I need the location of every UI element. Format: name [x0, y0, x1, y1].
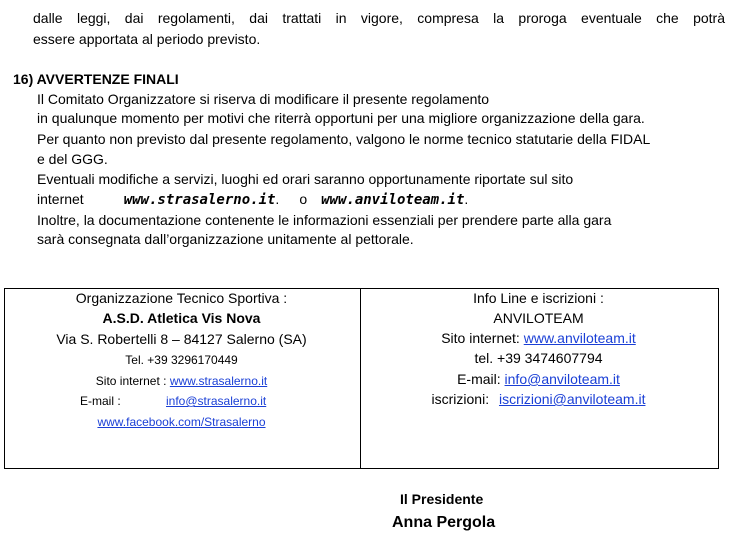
section-paragraph-line: Inoltre, la documentazione contenente le informazioni essenziali per prendere parte alla gara [37, 212, 612, 228]
president-name: Anna Pergola [392, 514, 496, 531]
or-word: o [299, 191, 308, 207]
email-link-text[interactable]: info@strasalerno.it [166, 394, 267, 408]
info-line-org: ANVILOTEAM [493, 310, 584, 326]
section-paragraph-line: Eventuali modifiche a servizi, luoghi ed orari saranno opportunamente riportate sul sito [37, 171, 574, 187]
anviloteam-url[interactable]: www.anviloteam.it [321, 192, 465, 208]
intro-line-2: essere apportata al periodo previsto. [33, 31, 261, 47]
section-paragraph-line: Il Comitato Organizzatore si riserva di modificare il presente regolamento [37, 91, 490, 107]
registration-label: iscrizioni: [431, 391, 490, 407]
organization-address: Via S. Robertelli 8 – 84127 Salerno (SA) [56, 331, 307, 347]
president-label: Il Presidente [400, 491, 484, 507]
section-paragraph-line: e del GGG. [37, 151, 108, 167]
info-line-email-row [360, 371, 717, 387]
section-paragraph-line: sarà consegnata dall’organizzazione unitamente al pettorale. [37, 231, 414, 247]
info-line-registration-row [360, 391, 717, 407]
intro-line-1: dalle leggi, dai regolamenti, dai trattati in vigore, compresa la proroga eventuale che potrà [33, 10, 725, 26]
organization-email-label: E-mail : [80, 394, 121, 408]
website-line-prefix: internet [37, 191, 84, 207]
section-heading: 16) AVVERTENZE FINALI [13, 71, 179, 87]
organization-phone: Tel. +39 3296170449 [125, 353, 238, 367]
organization-title: Organizzazione Tecnico Sportiva : [75, 290, 288, 306]
organization-site-row [4, 374, 359, 388]
section-website-line [37, 190, 468, 209]
info-phone-text: tel. +39 3474607794 [474, 350, 603, 366]
facebook-link[interactable]: www.facebook.com/Strasalerno [97, 415, 266, 429]
info-line-phone [360, 350, 717, 366]
info-email-link[interactable]: info@anviloteam.it [504, 371, 620, 387]
strasalerno-site-link[interactable]: www.strasalerno.it [169, 374, 268, 388]
strasalerno-url[interactable]: www.strasalerno.it [123, 192, 276, 208]
info-site-label: Sito internet: [441, 330, 520, 346]
url-end-dot: . [464, 191, 469, 207]
site-label: Sito internet : [95, 374, 167, 388]
organization-facebook-row[interactable] [4, 415, 359, 429]
url-separator: . [275, 191, 280, 207]
section-paragraph-line: in qualunque momento per motivi che riterrà opportuni per una migliore organizzazione della gara. [37, 110, 645, 126]
anviloteam-site-link[interactable]: www.anviloteam.it [523, 330, 636, 346]
section-paragraph-line: Per quanto non previsto dal presente regolamento, valgono le norme tecnico statutarie della FIDAL [37, 131, 651, 147]
registration-email-link[interactable]: iscrizioni@anviloteam.it [498, 391, 646, 407]
info-line-site-row [360, 330, 717, 346]
info-line-title: Info Line e iscrizioni : [473, 290, 604, 306]
info-email-label: E-mail: [457, 371, 501, 387]
organization-name: A.S.D. Atletica Vis Nova [102, 310, 261, 326]
organization-email-link[interactable] [166, 394, 266, 408]
